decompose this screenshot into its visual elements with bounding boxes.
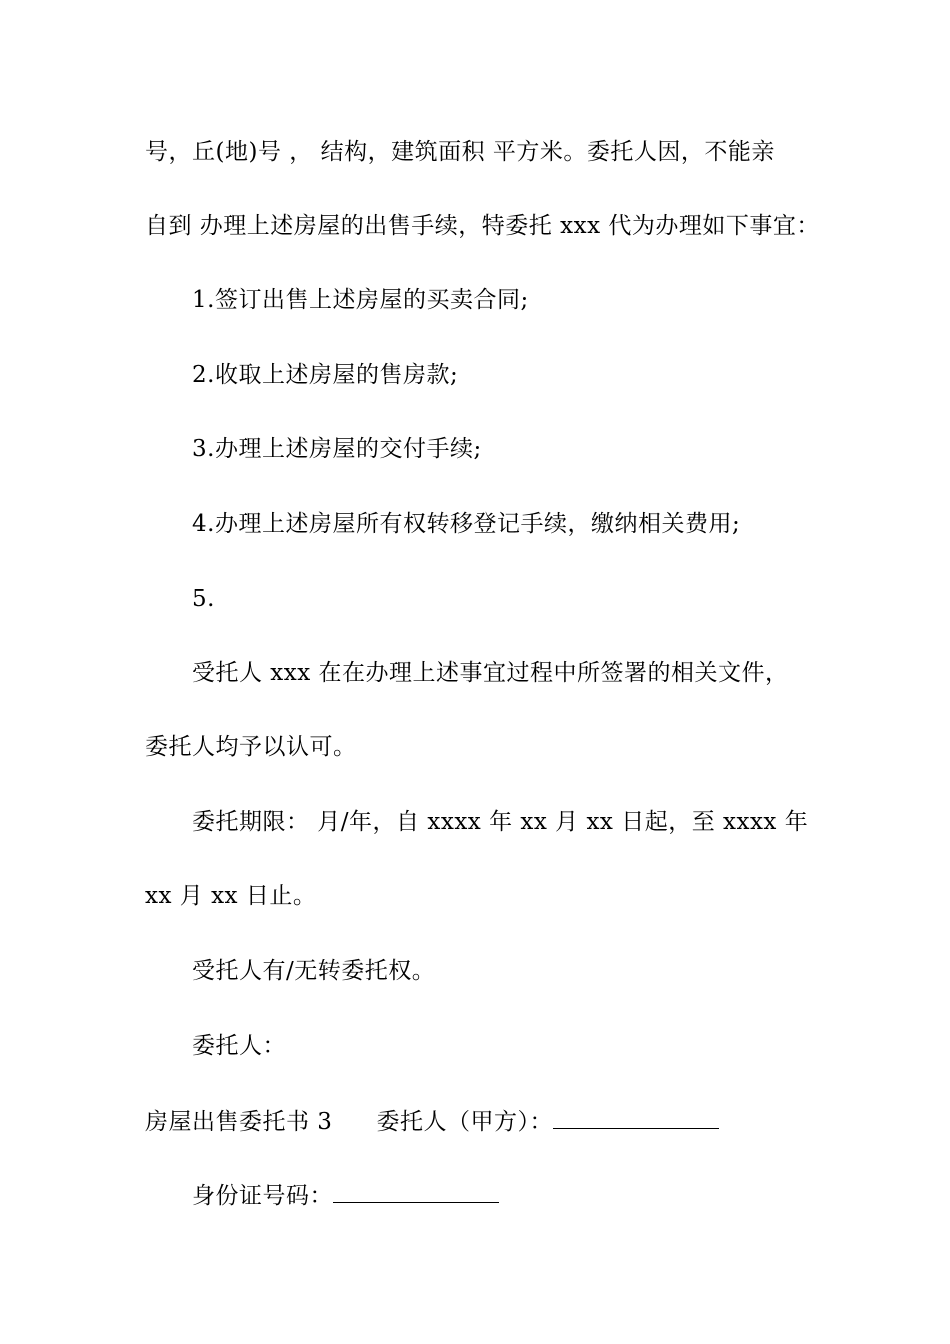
list-item: 3.办理上述房屋的交付手续; [192,436,482,462]
principal-heading: 委托人： [192,1033,286,1059]
principal-label: 委托人（甲方）： [376,1109,553,1135]
paragraph-line: 号，丘(地)号 ， 结构，建筑面积 平方米。委托人因，不能亲 [145,139,775,165]
paragraph-line: 受托人有/无转委托权。 [192,958,436,984]
paragraph-line: 委托期限： 月/年，自 xxxx 年 xx 月 xx 日起，至 xxxx 年 [192,809,809,835]
list-item: 2.收取上述房屋的售房款; [192,362,459,388]
principal-signature-row [145,1106,825,1136]
id-number-blank [333,1180,499,1203]
paragraph-line: 委托人均予以认可。 [145,734,357,760]
principal-name-blank [553,1106,719,1129]
paragraph-line: 受托人 xxx 在在办理上述事宜过程中所签署的相关文件， [192,660,789,686]
list-item: 5. [192,586,215,612]
section-title: 房屋出售委托书 3 [145,1109,333,1135]
paragraph-line: 自到 办理上述房屋的出售手续，特委托 xxx 代为办理如下事宜： [145,213,820,239]
list-item: 4.办理上述房屋所有权转移登记手续，缴纳相关费用; [192,511,741,537]
list-item: 1.签订出售上述房屋的买卖合同; [192,287,529,313]
paragraph-line: xx 月 xx 日止。 [145,883,317,909]
id-number-row [192,1180,872,1210]
id-label: 身份证号码： [192,1183,333,1209]
